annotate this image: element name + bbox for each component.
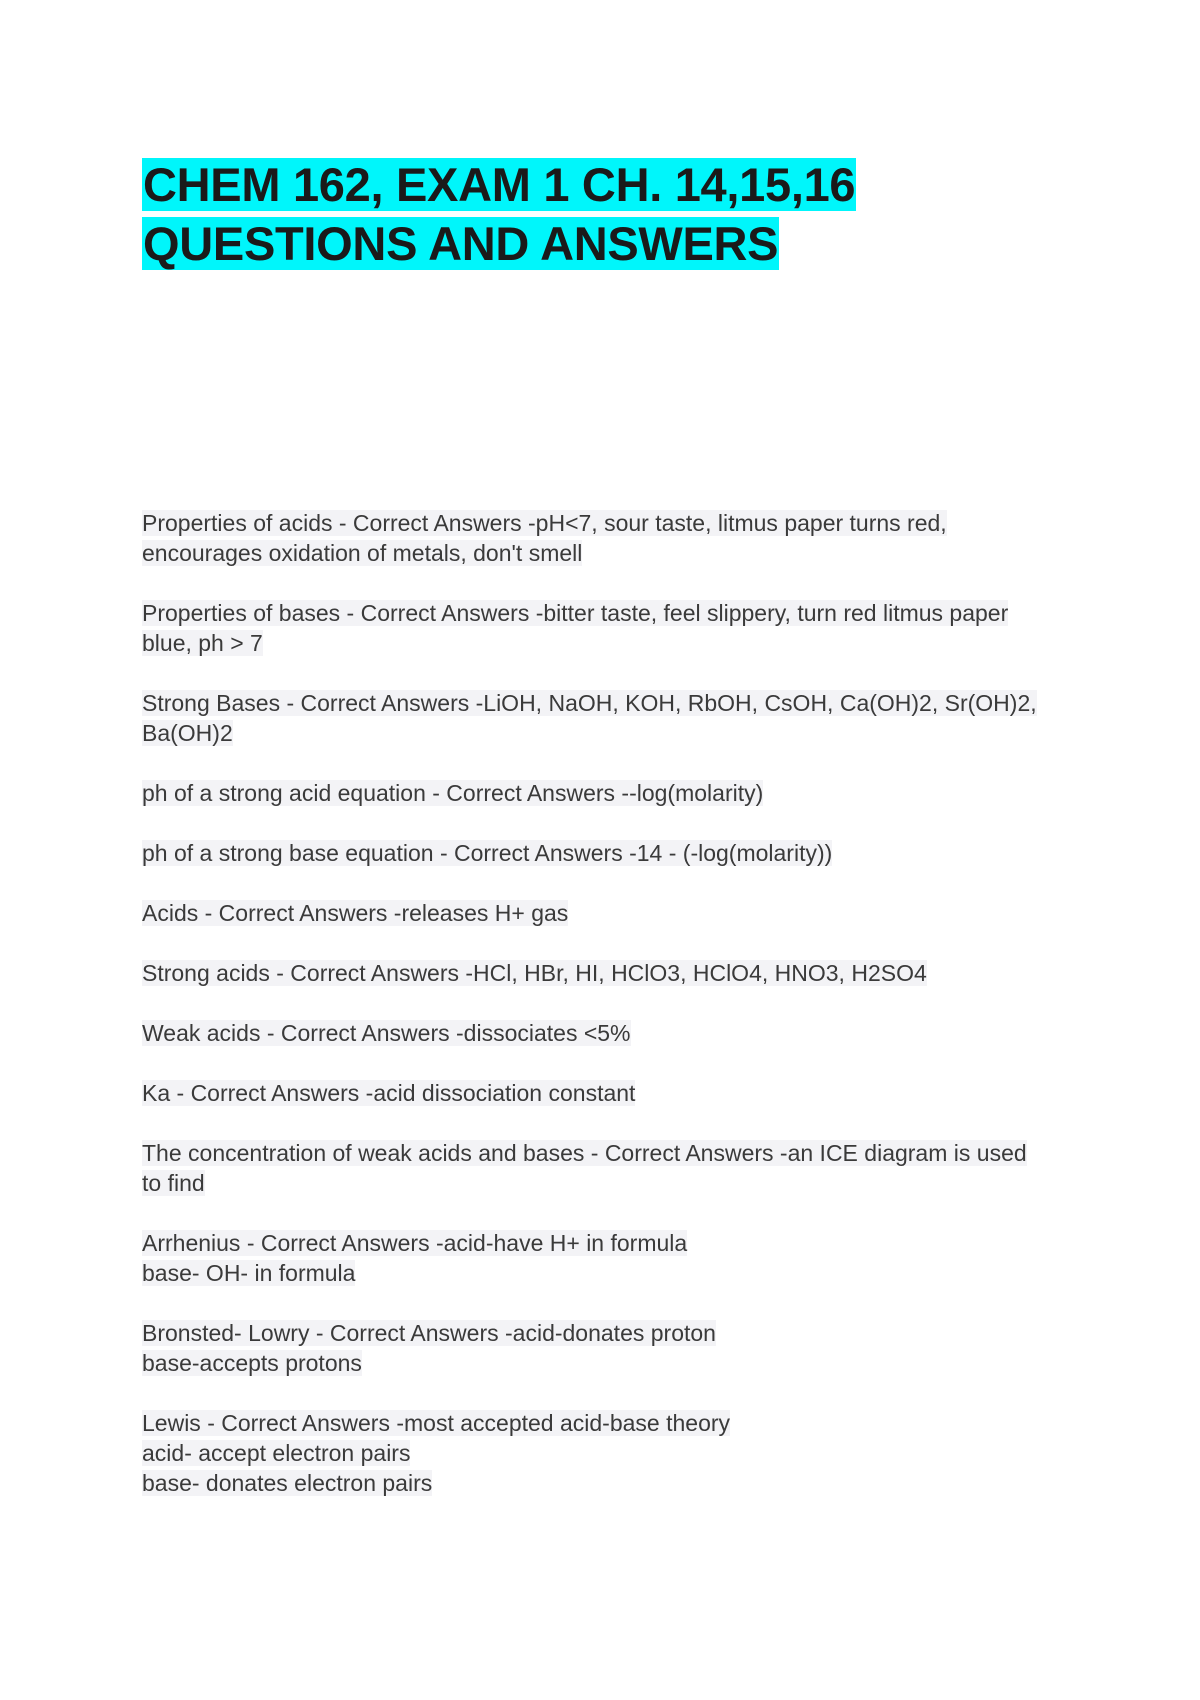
- qa-line: Acids - Correct Answers -releases H+ gas: [142, 900, 569, 926]
- qa-line: Strong acids - Correct Answers -HCl, HBr, HI, HClO3, HClO4, HNO3, H2SO4: [142, 960, 927, 986]
- qa-item: [142, 958, 1082, 988]
- qa-line: base- OH- in formula: [142, 1260, 356, 1286]
- qa-line: Arrhenius - Correct Answers -acid-have H+ in formula: [142, 1230, 688, 1256]
- qa-line: base-accepts protons: [142, 1350, 362, 1376]
- qa-list: [142, 508, 1082, 1498]
- qa-line: base- donates electron pairs: [142, 1470, 433, 1496]
- qa-line: ph of a strong base equation - Correct Answers -14 - (-log(molarity)): [142, 840, 833, 866]
- qa-item: [142, 1408, 1082, 1498]
- qa-line: encourages oxidation of metals, don't smell: [142, 540, 583, 566]
- qa-item: [142, 1318, 1082, 1378]
- qa-line: acid- accept electron pairs: [142, 1440, 411, 1466]
- qa-item: [142, 838, 1082, 868]
- qa-item: [142, 898, 1082, 928]
- qa-item: [142, 508, 1082, 568]
- document-title: [142, 155, 1082, 273]
- qa-line: Ba(OH)2: [142, 720, 233, 746]
- document-page: [142, 155, 1082, 1528]
- qa-item: [142, 1078, 1082, 1108]
- title-line: QUESTIONS AND ANSWERS: [143, 217, 779, 270]
- qa-line: Properties of acids - Correct Answers -pH<7, sour taste, litmus paper turns red,: [142, 510, 947, 536]
- qa-item: [142, 1018, 1082, 1048]
- qa-line: Ka - Correct Answers -acid dissociation constant: [142, 1080, 636, 1106]
- qa-line: The concentration of weak acids and bases - Correct Answers -an ICE diagram is used: [142, 1140, 1027, 1166]
- qa-line: ph of a strong acid equation - Correct Answers --log(molarity): [142, 780, 764, 806]
- qa-line: Lewis - Correct Answers -most accepted acid-base theory: [142, 1410, 731, 1436]
- qa-item: [142, 778, 1082, 808]
- qa-line: blue, ph > 7: [142, 630, 263, 656]
- qa-line: Properties of bases - Correct Answers -bitter taste, feel slippery, turn red litmus paper: [142, 600, 1009, 626]
- qa-line: to find: [142, 1170, 205, 1196]
- qa-item: [142, 1228, 1082, 1288]
- qa-line: Weak acids - Correct Answers -dissociates <5%: [142, 1020, 631, 1046]
- qa-line: Bronsted- Lowry - Correct Answers -acid-donates proton: [142, 1320, 716, 1346]
- qa-item: [142, 598, 1082, 658]
- qa-item: [142, 1138, 1082, 1198]
- title-line: CHEM 162, EXAM 1 CH. 14,15,16: [143, 158, 856, 211]
- qa-line: Strong Bases - Correct Answers -LiOH, NaOH, KOH, RbOH, CsOH, Ca(OH)2, Sr(OH)2,: [142, 690, 1037, 716]
- qa-item: [142, 688, 1082, 748]
